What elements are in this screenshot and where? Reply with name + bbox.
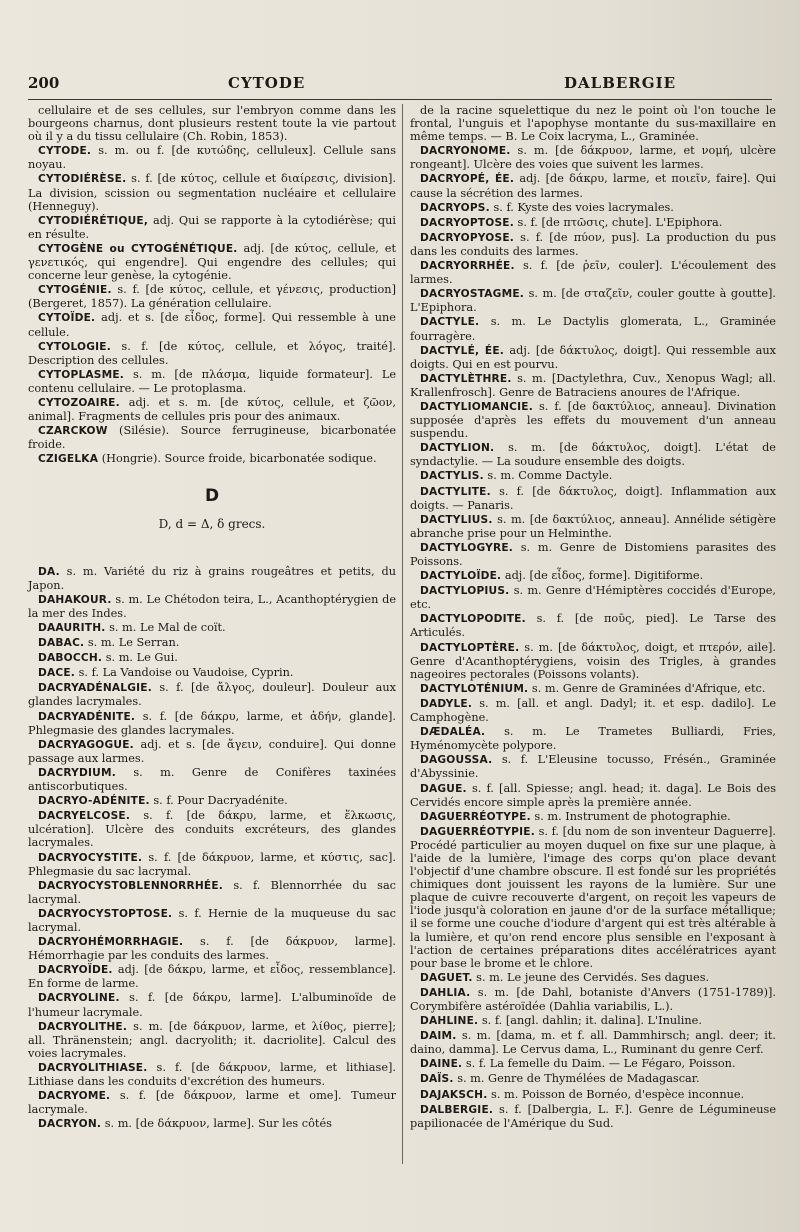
dictionary-entry [410, 1057, 776, 1071]
entry-headword: DACRYO-ADÉNITE. [38, 795, 150, 808]
entry-definition: s. m. [de δάκρυον, larme]. Sur les côtés [104, 1117, 332, 1131]
dictionary-entry [28, 593, 396, 620]
dictionary-entry [410, 682, 776, 696]
entry-definition: s. m. [Dactylethra, Cuv., Xenopus Wagl; all. Krallenfrosch]. Genre de Batraciens anoures de l'Afrique. [410, 371, 776, 399]
entry-definition: s. f. [de ἄλγος, douleur]. Douleur aux glandes lacrymales. [28, 681, 396, 709]
dictionary-entry [28, 766, 396, 793]
dictionary-entry [28, 214, 396, 241]
dictionary-entry [28, 1020, 396, 1060]
entry-headword: DACRYOPÉ, ÉE. [420, 173, 515, 186]
dictionary-entry [410, 584, 776, 611]
dictionary-entry [28, 340, 396, 367]
entry-definition: s. f. [de δάκρυον, larme et ome]. Tumeur lacrymale. [28, 1089, 396, 1117]
entry-headword: DADYLE. [420, 697, 473, 710]
dictionary-entry [410, 1072, 776, 1086]
entry-definition: s. f. [de δάκρυ, larme, et ἀδήν, glande]. Phlegmasie des glandes lacrymales. [28, 709, 397, 737]
entry-definition: s. f. [Dalbergia, L. F.]. Genre de Légumineuse papilionacée de l'Amérique du Sud. [410, 1102, 776, 1130]
left-column [28, 104, 396, 1132]
dictionary-entry [410, 144, 776, 171]
entry-headword: DACRYDIUM. [38, 766, 116, 779]
entry-headword: DACTYLE. [420, 316, 480, 329]
entry-headword: DACRYOHÉMORRHAGIE. [38, 936, 184, 949]
entry-definition: s. f. [de κύτος, cellule, et γένεσις, production] (Bergeret, 1857). La génération cellulaire. [28, 283, 396, 311]
entry-definition: s. f. [de δάκρυον, larme, et lithiase]. Lithiase dans les conduits d'excrétion des humeurs. [28, 1060, 396, 1088]
dictionary-entry [28, 666, 396, 680]
entry-headword: DABAC. [38, 637, 85, 650]
dictionary-entry [410, 315, 776, 342]
dictionary-entry [410, 400, 776, 440]
dictionary-entry [410, 441, 776, 468]
entry-definition: s. m. Le Dactylis glomerata, L., Graminée fourragère. [410, 315, 776, 343]
entry-headword: DAGOUSSA. [420, 754, 493, 767]
dictionary-entry [28, 879, 396, 906]
entry-headword: DÆDALÉA. [420, 726, 486, 739]
entry-headword: DALBERGIE. [420, 1103, 494, 1116]
entry-headword: DAAURITH. [38, 622, 106, 634]
entry-headword: CYTODE. [38, 145, 92, 158]
entry-definition: adj. [de εἶδος, forme]. Digitiforme. [504, 569, 704, 583]
dictionary-entry [28, 851, 396, 878]
entry-definition: s. f. [de πτῶσις, chute]. L'Epiphora. [517, 215, 723, 229]
entry-definition: s. f. Blennorrhée du sac lacrymal. [28, 878, 397, 906]
dictionary-entry [28, 935, 396, 962]
entry-headword: CYTOPLASME. [38, 368, 125, 381]
entry-headword: DAJAKSCH. [420, 1088, 488, 1101]
dictionary-entry [410, 259, 776, 286]
entry-definition: s. f. [de δάκρυ, larme]. L'albuminoïde de l'humeur lacrymale. [28, 991, 396, 1019]
entry-headword: DACRYORRHÉE. [420, 260, 515, 273]
entry-headword: DACTYLOPODITE. [420, 613, 526, 626]
entry-headword: DACRYONOME. [420, 145, 511, 158]
dictionary-entry [28, 963, 396, 990]
entry-definition: s. f. [de δάκρυον, larme, et κύστις, sac]. Phlegmasie du sac lacrymal. [28, 850, 396, 878]
entry-definition: s. m. [de σταζεῖν, couler goutte à goutte]. L'Epiphora. [410, 287, 777, 315]
entry-headword: CZARCKOW [38, 425, 108, 438]
entry-headword: DACE. [38, 667, 76, 680]
entry-headword: CYTOGÈNE ou CYTOGÉNÉTIQUE. [38, 242, 238, 255]
entry-definition: s. f. [du nom de son inventeur Daguerre]. Procédé particulier au moyen duquel on fixe sur une plaque, à l'aide de la lumière, l'image des corps qu'on place devant l'objectif d'une chambre obscure. Il est fondé sur les propriétés chimiques dont jouissent les rayons de la lumière. Sur une plaque de cuivre recouverte d'argent, on reçoit les vapeurs de l'iode jusqu'à coloration en jaune d'or de la surface métallique; il se forme une couche d'iodure d'argent qui est très altérable à la lumière, et qu'on rend encore plus sensible en l'exposant à l'action de certaines préparations dites accélératrices ayant pour base le brome et le chlore. [410, 824, 777, 970]
entry-definition: s. m. Instrument de photographie. [534, 809, 731, 823]
entry-definition: s. f. Kyste des voies lacrymales. [493, 200, 674, 214]
page-number: 200 [28, 74, 60, 92]
entry-definition: s. f. [de κύτος, cellule et διαίρεσις, division]. La division, scission ou segmentation nucléaire et cellulaire (Henneguy). [28, 172, 396, 213]
right-running-head: DALBERGIE [564, 74, 677, 92]
dictionary-entry [410, 1014, 776, 1028]
entry-headword: DACTYLIUS. [420, 513, 493, 526]
entry-definition: s. m. [de πλάσμα, liquide formateur]. Le contenu cellulaire. — Le protoplasma. [28, 367, 396, 395]
entry-headword: CYTOÏDE. [38, 312, 96, 325]
dictionary-entry [410, 1088, 776, 1102]
entry-headword: DAHAKOUR. [38, 593, 112, 606]
entry-definition: adj. [de δάκρυ, larme, et ποιεῖν, faire]. Qui cause la sécrétion des larmes. [410, 172, 776, 200]
continuation-text: de la racine squelettique du nez le point où l'on touche le frontal, l'unguis et l'apophyse montante du sus-maxillaire en même temps. — B. Le Coix lacryma, L., Graminée. [410, 104, 776, 144]
entry-definition: s. m. [de δάκτυλος, doigt, et πτερόν, aile]. Genre d'Acanthoptérygiens, voisin des Trigles, à grandes nageoires pectorales (Poissons volants). [410, 640, 777, 681]
entry-headword: DACTYLOTÉNIUM. [420, 682, 529, 695]
entry-headword: DAHLIA. [420, 986, 471, 999]
entry-definition: s. m. Genre de Conifères taxinées antiscorbutiques. [28, 765, 396, 794]
entry-definition: s. m. ou f. [de κυτώδης, celluleux]. Cellule sans noyau. [28, 144, 397, 172]
dictionary-entry [410, 201, 776, 215]
entries-c [28, 144, 396, 466]
entry-headword: DACRYOLINE. [38, 992, 120, 1005]
entry-headword: DACTYLIS. [420, 470, 484, 483]
dictionary-entry [28, 991, 396, 1018]
entry-definition: s. m. Genre de Graminées d'Afrique, etc. [531, 681, 766, 695]
dictionary-entry [410, 513, 776, 540]
page-header [28, 74, 772, 98]
dictionary-entry [410, 986, 776, 1013]
dictionary-entry [410, 810, 776, 824]
entry-definition: (Hongrie). Source froide, bicarbonatée sodique. [101, 452, 377, 466]
dictionary-entry [410, 697, 776, 724]
entry-headword: DABOCCH. [38, 652, 103, 665]
dictionary-entry [410, 569, 776, 583]
entry-headword: DAÏS. [420, 1073, 454, 1086]
entry-definition: s. m. Le Mal de coït. [109, 621, 226, 634]
dictionary-entry [28, 1061, 396, 1088]
entry-definition: s. m. [de δακτύλιος, anneau]. Annélide sétigère abranche prise pour un Helminthe. [410, 512, 776, 540]
dictionary-entry [28, 621, 396, 635]
entry-definition: s. m. Le Chétodon teira, L., Acanthoptérygien de la mer des Indes. [28, 592, 397, 620]
entry-definition: s. f. [de δάκρυ, larme, et ἕλκωσις, ulcération]. Ulcère des conduits excréteurs, des glandes lacrymales. [28, 809, 396, 850]
entry-headword: DACRYOCYSTITE. [38, 851, 143, 864]
entry-headword: DACRYOLITHIASE. [38, 1061, 148, 1074]
entry-headword: CZIGELKA [38, 453, 99, 466]
entry-definition: s. f. [angl. dahlin; it. dalina]. L'Inuline. [481, 1014, 702, 1028]
entry-definition: s. f. La Vandoise ou Vaudoise, Cyprin. [78, 666, 294, 680]
entry-definition: s. f. [de δάκτυλος, doigt]. Inflammation aux doigts. — Panaris. [410, 484, 777, 512]
dictionary-entry [410, 485, 776, 512]
dictionary-entry [410, 172, 776, 199]
entry-definition: s. m. [de δάκρυον, larme, et λίθος, pierre]; all. Thränenstein; angl. dacryolith; it. dacriolite]. Calcul des voies lacrymales. [28, 1019, 396, 1060]
entry-headword: DAGUERRÉOTYPIE. [420, 825, 535, 838]
dictionary-entry [410, 612, 776, 639]
dictionary-entry [28, 424, 396, 451]
entry-definition: adj. et s. [de εἶδος, forme]. Qui ressemble à une cellule. [28, 311, 396, 339]
dictionary-entry [410, 344, 776, 371]
entry-headword: DACTYLION. [420, 442, 495, 455]
dictionary-entry [28, 452, 396, 466]
entry-headword: DAINE. [420, 1058, 463, 1071]
entry-headword: DACRYELCOSE. [38, 810, 131, 823]
entry-definition: s. f. [all. Spiesse; angl. head; it. daga]. Le Bois des Cervidés encore simple après la première année. [410, 781, 776, 809]
dictionary-entry [28, 907, 396, 934]
entry-headword: DAHLINE. [420, 1015, 479, 1028]
entry-headword: DACRYOPS. [420, 201, 490, 214]
dictionary-entry [28, 636, 396, 650]
left-running-head: CYTODE [228, 74, 306, 92]
entry-definition: s. f. Pour Dacryadénite. [153, 794, 288, 808]
entry-definition: s. m. Genre de Distomiens parasites des Poissons. [410, 540, 777, 568]
entry-headword: DACRYOPYOSE. [420, 231, 514, 244]
dictionary-entry [28, 809, 396, 849]
dictionary-entry [28, 311, 396, 338]
dictionary-entry [410, 782, 776, 809]
entry-headword: DACRYOCYSTOBLENNORRHÉE. [38, 879, 224, 892]
entry-definition: s. f. L'Eleusine tocusso, Frésén., Graminée d'Abyssinie. [410, 753, 776, 781]
entry-headword: DAGUET. [420, 971, 473, 984]
entry-headword: DACRYOLITHE. [38, 1020, 128, 1033]
entry-definition: s. m. Genre de Thymélées de Madagascar. [457, 1072, 700, 1086]
entry-headword: DACTYLÉ, ÉE. [420, 344, 505, 357]
entry-headword: DACRYOPTOSE. [420, 216, 514, 229]
dictionary-entry [410, 1103, 776, 1130]
entry-definition: s. m. Comme Dactyle. [487, 469, 613, 483]
entry-definition: s. m. Le Gui. [105, 651, 178, 665]
dictionary-entry [28, 710, 396, 737]
dictionary-entry [410, 725, 776, 752]
entry-headword: DACRYADÉNALGIE. [38, 682, 152, 695]
entry-headword: CYTOLOGIE. [38, 340, 111, 353]
entry-headword: DACTYLOPIUS. [420, 585, 510, 598]
entry-headword: DACRYOÏDE. [38, 964, 113, 977]
dictionary-entry [28, 651, 396, 665]
entry-definition: s. m. [de δάκρυον, larme, et νομή, ulcère rongeant]. Ulcère des voies que suivent les larmes. [410, 144, 776, 172]
entries-d [28, 565, 396, 1132]
entry-headword: DACRYAGOGUE. [38, 738, 134, 751]
dictionary-entry [410, 287, 776, 314]
entry-definition: s. m. Le Trametes Bulliardi, Fries, Hyménomycète polypore. [410, 725, 777, 753]
column-divider [402, 104, 403, 1164]
dictionary-entry [410, 971, 776, 985]
entry-headword: DACTYLÈTHRE. [420, 372, 512, 385]
dictionary-entry [28, 1089, 396, 1116]
section-letter: D [204, 486, 220, 507]
entry-definition: adj. et s. [de ἄγειν, conduire]. Qui donne passage aux larmes. [28, 737, 396, 765]
entry-headword: DACRYOME. [38, 1090, 111, 1103]
dictionary-entry [410, 825, 776, 970]
entry-definition: s. m. Genre d'Hémiptères coccidés d'Europe, etc. [410, 584, 777, 612]
dictionary-entry [28, 738, 396, 765]
header-rule [28, 99, 772, 100]
entry-definition: s. f. La femelle du Daim. — Le Fégaro, Poisson. [465, 1057, 736, 1071]
dictionary-entry [410, 231, 776, 258]
entry-headword: DACTYLITE. [420, 485, 491, 498]
entry-headword: DACTYLOGYRE. [420, 541, 513, 554]
entry-headword: CYTODIÉRÈSE. [38, 173, 127, 186]
entry-headword: CYTOGÉNIE. [38, 284, 112, 297]
entry-definition: adj. [de δάκτυλος, doigt]. Qui ressemble aux doigts. Qui en est pourvu. [410, 343, 777, 371]
entry-definition: s. m. [de δάκτυλος, doigt]. L'état de syndactylie. — La soudure ensemble des doigts. [410, 441, 776, 469]
entry-headword: DACRYADÉNITE. [38, 710, 136, 723]
entry-headword: DAGUERRÉOTYPE. [420, 810, 531, 823]
entry-definition: adj. et s. m. [de κύτος, cellule, et ζῶον, animal]. Fragments de cellules pris pour des animaux. [28, 395, 396, 424]
entry-headword: DACRYON. [38, 1118, 102, 1131]
dictionary-entry [410, 753, 776, 780]
dictionary-entry [28, 794, 396, 808]
dictionary-entry [28, 681, 396, 708]
dictionary-entry [410, 1029, 776, 1056]
entry-definition: s. f. [de δάκρυον, larme]. Hémorrhagie par les conduits des larmes. [28, 935, 396, 963]
entry-definition: s. f. Hernie de la muqueuse du sac lacrymal. [28, 906, 397, 934]
entry-headword: CYTOZOAIRE. [38, 396, 120, 409]
dictionary-entry [28, 396, 396, 423]
dictionary-entry [410, 216, 776, 230]
entries-list [410, 144, 776, 1130]
entry-headword: DA. [38, 565, 60, 578]
entry-headword: DACTYLIOMANCIE. [420, 400, 533, 413]
entry-definition: adj. [de δάκρυ, larme, et εἶδος, ressemblance]. En forme de larme. [28, 963, 397, 991]
entry-headword: DACTYLOPTÈRE. [420, 641, 520, 654]
dictionary-entry [28, 368, 396, 395]
entry-definition: s. m. Le jeune des Cervidés. Ses dagues. [476, 970, 710, 984]
entry-headword: DAIM. [420, 1030, 457, 1043]
entry-definition: s. m. Le Serran. [87, 636, 180, 650]
dictionary-entry [410, 469, 776, 483]
dictionary-entry [410, 372, 776, 399]
entry-definition: s. f. [de δακτύλιος, anneau]. Divination supposée d'après les effets du mouvement d'un anneau suspendu. [410, 399, 776, 441]
section-note: D, d = Δ, δ grecs. [158, 516, 266, 531]
dictionary-entry [28, 242, 396, 282]
dictionary-entry [28, 565, 396, 592]
entry-headword: DACTYLOÏDE. [420, 570, 502, 583]
entry-headword: DAGUE. [420, 782, 467, 795]
dictionary-entry [28, 283, 396, 310]
dictionary-entry [410, 541, 776, 568]
dictionary-entry [410, 641, 776, 681]
entry-headword: DACRYOSTAGME. [420, 288, 524, 301]
entry-definition: s. m. [all. et angl. Dadyl; it. et esp. dadilo]. Le Camphogène. [410, 696, 777, 725]
dictionary-entry [28, 172, 396, 212]
entry-definition: s. m. [de Dahl, botaniste d'Anvers (1751-1789)]. Corymbifère astéroïdée (Dahlia variabilis, L.). [410, 985, 776, 1013]
entry-definition: adj. [de κύτος, cellule, et γενετικός, qui engendre]. Qui engendre des cellules; qui concerne leur genèse, la cytogénie. [28, 241, 397, 283]
entry-definition: s. m. [dama, m. et f. all. Dammhirsch; angl. deer; it. daino, damma]. Le Cervus dama, L., Ruminant du genre Cerf. [410, 1029, 776, 1057]
entry-headword: DACRYOCYSTOPTOSE. [38, 907, 173, 920]
dictionary-entry [28, 1117, 396, 1131]
entry-definition: s. f. [de κύτος, cellule, et λόγος, traité]. Description des cellules. [28, 339, 396, 367]
entry-headword: CYTODIÉRÉTIQUE, [38, 214, 149, 227]
entry-definition: (Silésie). Source ferrugineuse, bicarbonatée froide. [28, 424, 397, 452]
right-column [410, 104, 776, 1131]
entry-definition: adj. Qui se rapporte à la cytodiérèse; qui en résulte. [28, 213, 397, 241]
entry-definition: s. f. [de πύον, pus]. La production du pus dans les conduits des larmes. [410, 230, 776, 258]
entry-definition: s. m. Poisson de Bornéo, d'espèce inconnue. [491, 1087, 745, 1101]
continuation-text: cellulaire et de ses cellules, sur l'embryon comme dans les bourgeons charnus, dont plusieurs restent toute la vie partout où il y a du tissu cellulaire (Ch. Robin, 1853). [28, 104, 396, 144]
entry-definition: s. m. Variété du riz à grains rougeâtres et petits, du Japon. [28, 564, 396, 592]
dictionary-entry [28, 144, 396, 171]
entry-definition: s. f. [de ποῦς, pied]. Le Tarse des Articulés. [410, 612, 776, 640]
entry-definition: s. f. [de ῥεῖν, couler]. L'écoulement des larmes. [410, 259, 776, 287]
